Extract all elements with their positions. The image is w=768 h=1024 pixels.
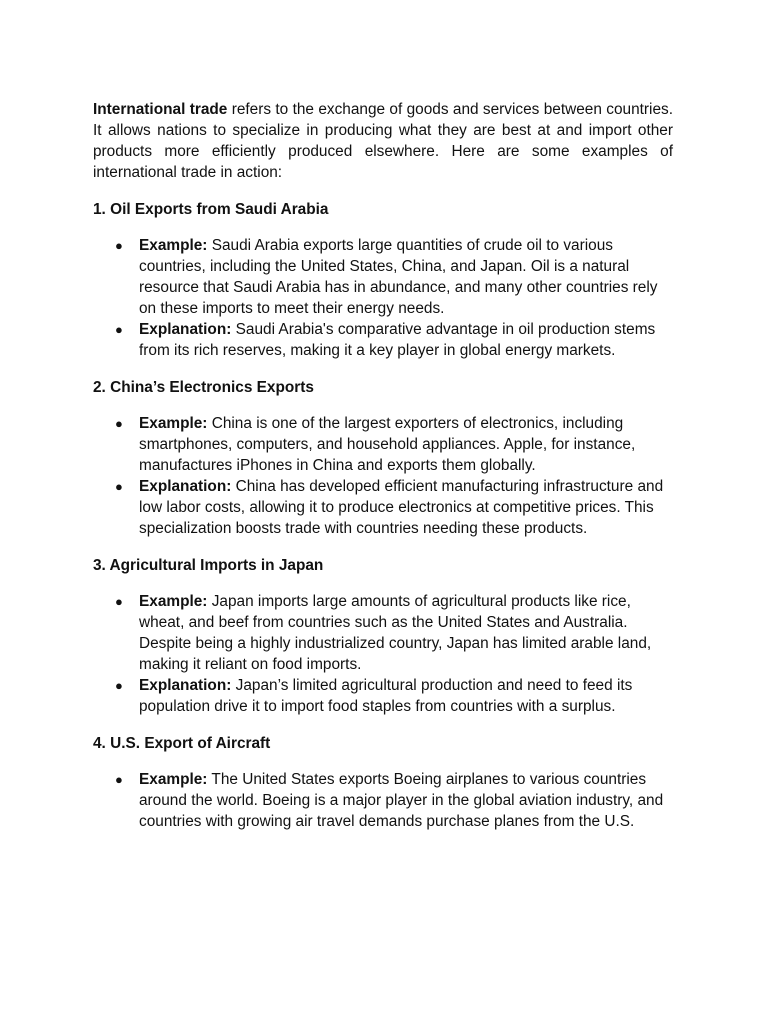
list-item [93,591,673,675]
intro-text: refers to the exchange of goods and services between countries. It allows nations to specialize in producing what they are best at and import other products more efficiently produced elsewhere. Here are some examples of international trade in action: [93,101,673,181]
point-text: China is one of the largest exporters of electronics, including smartphones, computers, and household appliances. Apple, for instance, manufactures iPhones in China and exports them globally. [139,415,636,474]
point-label: Example: [139,593,208,610]
bullet-list [93,413,673,539]
section-heading: 1. Oil Exports from Saudi Arabia [93,201,329,218]
bullet-icon: ● [115,772,123,787]
point-text: Saudi Arabia's comparative advantage in oil production stems from its rich reserves, making it a key player in global energy markets. [139,321,656,359]
document-page [93,99,673,848]
section-heading: 3. Agricultural Imports in Japan [93,557,324,574]
point-label: Example: [139,237,208,254]
intro-term: International trade [93,101,228,118]
bullet-icon: ● [115,479,123,494]
bullet-list [93,769,673,832]
bullet-icon: ● [115,678,123,693]
bullet-icon: ● [115,322,123,337]
point-label: Example: [139,415,208,432]
bullet-list [93,591,673,717]
bullet-list [93,235,673,361]
intro-paragraph [93,99,673,183]
point-text: China has developed efficient manufacturing infrastructure and low labor costs, allowing it to produce electronics at competitive prices. This specialization boosts trade with countries needing these products. [139,478,664,537]
bullet-icon: ● [115,416,123,431]
list-item [93,675,673,717]
section-heading: 4. U.S. Export of Aircraft [93,735,271,752]
bullet-icon: ● [115,594,123,609]
list-item [93,235,673,319]
list-item [93,476,673,539]
bullet-icon: ● [115,238,123,253]
list-item [93,319,673,361]
point-text: Japan’s limited agricultural production and need to feed its population drive it to import food staples from countries with a surplus. [139,677,633,715]
list-item [93,413,673,476]
point-text: Saudi Arabia exports large quantities of crude oil to various countries, including the United States, China, and Japan. Oil is a natural resource that Saudi Arabia has in abundance, and many other countries rely on these imports to meet their energy needs. [139,237,658,317]
point-label: Explanation: [139,321,232,338]
point-label: Explanation: [139,677,232,694]
section-heading: 2. China’s Electronics Exports [93,379,314,396]
list-item [93,769,673,832]
point-text: The United States exports Boeing airplanes to various countries around the world. Boeing is a major player in the global aviation industry, and countries with growing air travel demands purchase planes from the U.S. [139,771,664,830]
point-label: Example: [139,771,208,788]
point-text: Japan imports large amounts of agricultural products like rice, wheat, and beef from countries such as the United States and Australia. Despite being a highly industrialized country, Japan has limited arable land, making it reliant on food imports. [139,593,652,673]
point-label: Explanation: [139,478,232,495]
